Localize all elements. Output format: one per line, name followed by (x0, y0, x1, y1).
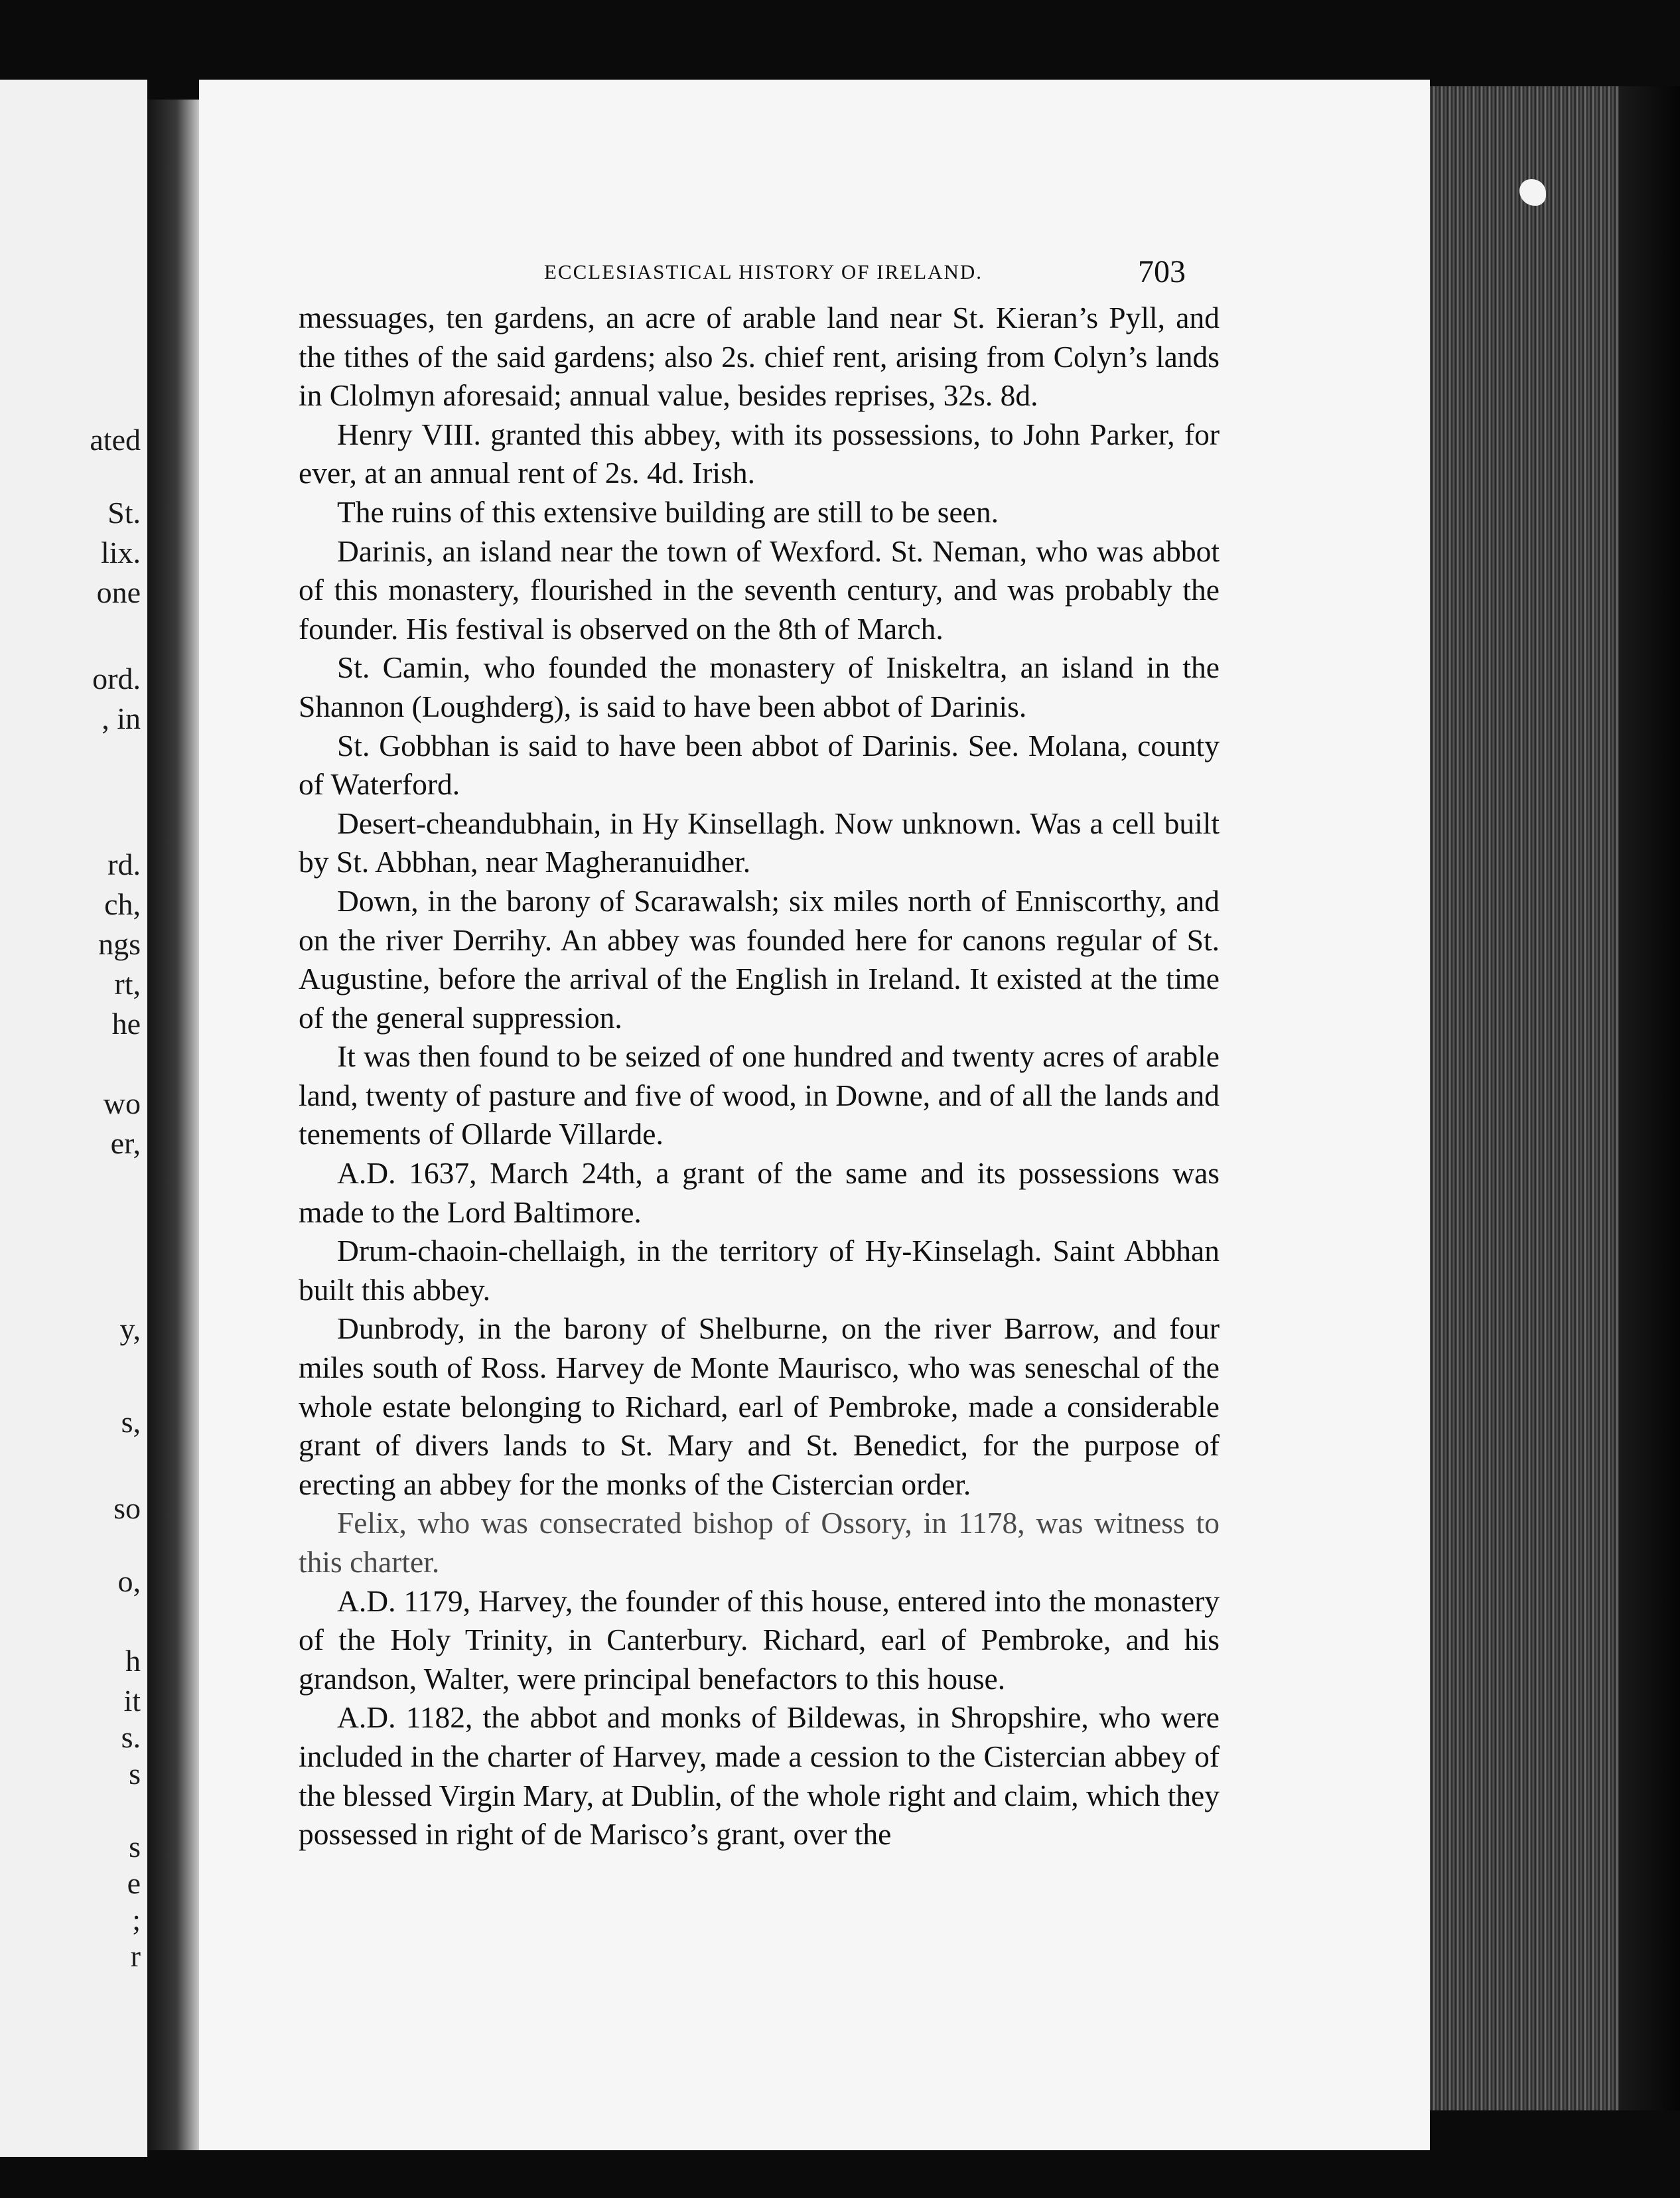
left-page-fragment: lix. (100, 536, 141, 569)
paragraph: A.D. 1179, Harvey, the founder of this house, entered into the monastery of the Holy Trinity, in Canterbury. Richard, earl of Pembroke, and his grandson, Walter, were principal benefactors to this house. (299, 1583, 1220, 1696)
left-page-fragment: ated (90, 423, 141, 457)
left-page-fragment: St. (107, 496, 141, 530)
paragraph: A.D. 1182, the abbot and monks of Bildewas, in Shropshire, who were included in the charter of Harvey, made a cession to the Cistercian abbey of the blessed Virgin Mary, at Dublin, of the whole right and claim, which they possessed in right of de Marisco’s grant, over the (299, 1700, 1220, 1852)
left-page-fragment: , in (102, 701, 141, 735)
paragraph: Drum-chaoin-chellaigh, in the territory of Hy-Kinselagh. Saint Abbhan built this abbey. (299, 1234, 1220, 1307)
page-text (299, 299, 1220, 1854)
left-page-fragment: rd. (107, 847, 141, 881)
page-edges-shadow (1619, 86, 1680, 2110)
paragraph: St. Camin, who founded the monastery of Iniskeltra, an island in the Shannon (Loughderg), is said to have been abbot of Darinis. (299, 650, 1220, 723)
left-page-fragment: one (96, 575, 141, 609)
paragraph: It was then found to be seized of one hundred and twenty acres of arable land, twenty of pasture and five of wood, in Downe, and of all the lands and tenements of Ollarde Villarde. (299, 1039, 1220, 1151)
left-page-fragment: wo (103, 1086, 141, 1120)
paragraph: Henry VIII. granted this abbey, with its possessions, to John Parker, for ever, at an annual rent of 2s. 4d. Irish. (299, 417, 1220, 490)
book-gutter (147, 100, 200, 2150)
page-number: 703 (1138, 254, 1186, 289)
paragraph: A.D. 1637, March 24th, a grant of the same and its possessions was made to the Lord Baltimore. (299, 1156, 1220, 1229)
paragraph: Desert-cheandubhain, in Hy Kinsellagh. Now unknown. Was a cell built by St. Abbhan, near Magheranuidher. (299, 806, 1220, 879)
page-header (199, 254, 1430, 293)
left-page-fragment: ord. (92, 662, 141, 696)
left-page-fragment: s (129, 1757, 141, 1791)
left-page-fragment: he (111, 1007, 141, 1041)
left-page-fragment: y, (119, 1312, 141, 1346)
page-edges (1420, 86, 1619, 2110)
paragraph: Dunbrody, in the barony of Shelburne, on the river Barrow, and four miles south of Ross. Harvey de Monte Maurisco, who was seneschal of the whole estate belonging to Richard, earl of Pembroke, made a considerable grant of divers lands to St. Mary and St. Benedict, for the purpose of erecting an abbey for the monks of the Cistercian order. (299, 1311, 1220, 1501)
book-page (199, 80, 1430, 2150)
left-page-fragment: ch, (104, 887, 141, 921)
left-page-fragment: s, (121, 1405, 141, 1439)
left-page-fragment: rt, (114, 967, 141, 1001)
paragraph: The ruins of this extensive building are still to be seen. (337, 494, 999, 529)
running-head: ECCLESIASTICAL HISTORY OF IRELAND. (544, 260, 983, 283)
paragraph: Felix, who was consecrated bishop of Ossory, in 1178, was witness to this charter. (299, 1506, 1220, 1579)
left-facing-page (0, 80, 147, 2157)
paragraph: Down, in the barony of Scarawalsh; six miles north of Enniscorthy, and on the river Derrihy. An abbey was founded here for canons regular of St. Augustine, before the arrival of the English in Ireland. It existed at the time of the general suppression. (299, 883, 1220, 1035)
left-page-fragment: e (127, 1866, 141, 1900)
left-page-fragment: it (123, 1684, 141, 1718)
left-page-fragment: s. (121, 1720, 141, 1754)
left-page-fragment: h (125, 1644, 141, 1678)
paragraph: St. Gobbhan is said to have been abbot of Darinis. See. Molana, county of Waterford. (299, 728, 1220, 802)
left-page-fragment: s (129, 1830, 141, 1864)
left-page-fragment: ; (132, 1903, 141, 1937)
left-page-fragment: so (113, 1491, 141, 1525)
left-page-fragment: r (130, 1939, 141, 1973)
paragraph: Darinis, an island near the town of Wexford. St. Neman, who was abbot of this monastery, flourished in the seventh century, and was probably the founder. His festival is observed on the 8th of March. (299, 534, 1220, 646)
paragraph: messuages, ten gardens, an acre of arable land near St. Kieran’s Pyll, and the tithes of the said gardens; also 2s. chief rent, arising from Colyn’s lands in Clolmyn aforesaid; annual value, besides reprises, 32s. 8d. (299, 301, 1220, 413)
left-page-fragment: er, (110, 1126, 141, 1160)
left-page-fragment: ngs (98, 927, 141, 961)
left-page-fragment: o, (117, 1564, 141, 1598)
